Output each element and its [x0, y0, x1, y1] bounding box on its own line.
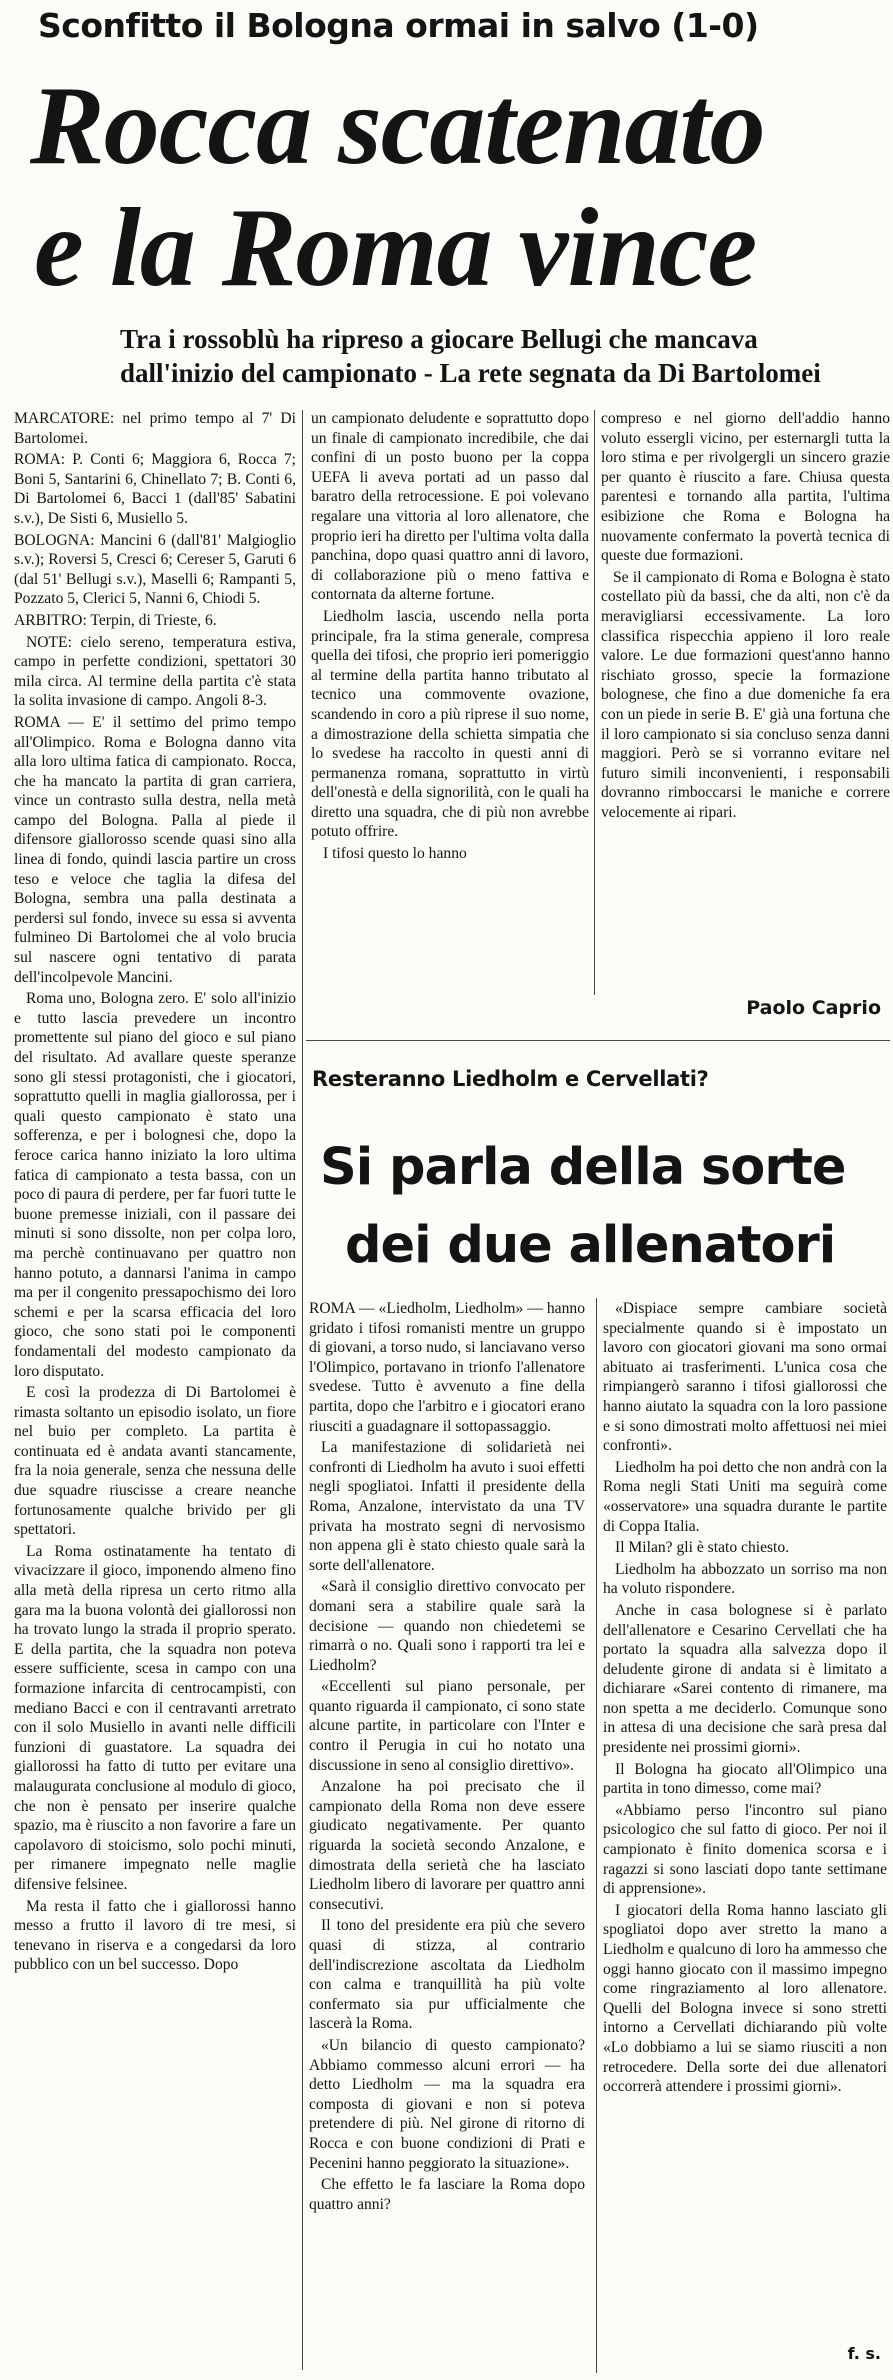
- column-rule: [596, 1298, 597, 2373]
- article-column: [309, 1299, 585, 2374]
- paragraph: Che effetto le fa lasciare la Roma dopo quattro anni?: [309, 2176, 585, 2213]
- headline-2-line-1: Si parla della sorte: [320, 1138, 846, 1197]
- deck-line-1: Tra i rossoblù ha ripreso a giocare Bellugi che mancava: [120, 324, 758, 354]
- paragraph: La manifestazione di solidarietà nei confronti di Liedholm ha avuto i suoi effetti negli spogliatoi. Infatti il presidente della Roma, Anzalone, intervistato da una TV privata ha mostrato segni di nervosismo non appena gli è stato chiesto quale sarà la sorte dell'allenatore.: [309, 1439, 585, 1574]
- paragraph: Liedholm lascia, uscendo nella porta principale, fra la stima generale, compresa quella dei tifosi, che proprio ieri pomeriggio al termine della partita hanno tributato al tecnico una commovente ovazione, scandendo in coro a più riprese il suo nome, a dimostrazione della schietta simpatia che lo svedese ha raccolto in questi anni di permanenza romana, soprattutto in virtù dell'onestà e della signorilità, con le quali ha diretto una squadra, che di più non avrebbe potuto offrire.: [311, 607, 589, 841]
- article-column: [311, 409, 589, 1024]
- paragraph: I giocatori della Roma hanno lasciato gli spogliatoi dopo aver stretto la mano a Liedholm e qualcuno di loro ha ammesso che oggi hanno giocato con il massimo impegno come ringraziamento al loro allenatore. Quelli del Bologna invece si sono stretti intorno a Cervellati dichiarando più volte «Lo dobbiamo a lui se siamo riusciti a non retrocedere. Della sorte dei due allenatori occorrerà attendere i prossimi giorni».: [603, 1901, 887, 2096]
- paragraph: Se il campionato di Roma e Bologna è stato costellato più da bassi, che da alti, non c'è da meravigliarsi eccessivamente. La loro classifica rispecchia appieno il loro reale valore. Le due formazioni quest'anno hanno rischiato grosso, specie la formazione bolognese, che fino a due domeniche fa era con un piede in serie B. E' già una fortuna che il loro campionato si sia concluso senza danni maggiori. Però se si vorranno evitare nel futuro simili inconvenienti, i responsabili dovranno rimboccarsi le maniche e correre velocemente ai ripari.: [601, 568, 890, 821]
- deck: [120, 322, 890, 390]
- headline-line-1: Rocca scatenato: [30, 64, 765, 188]
- paragraph: Anzalone ha poi precisato che il campionato della Roma non deve essere giudicato negativamente. Per quanto riguarda la società secondo Anzalone, e dimostrata della serietà che ha lasciato Liedholm libero di lavorare per quattro anni consecutivi.: [309, 1778, 585, 1913]
- section-rule: [306, 1040, 890, 1041]
- paragraph: Anche in casa bolognese si è parlato dell'allenatore e Cesarino Cervellati che ha portato la squadra alla salvezza dopo il deludente girone di andata si è limitato a dichiarare «Sarei contento di rimanere, ma non spetta a me deciderlo. Comunque sono in attesa di una decisione che sarà presa dal presidente nei prossimi giorni».: [603, 1601, 887, 1757]
- paragraph: «Sarà il consiglio direttivo convocato per domani sera a stabilire quale sarà la decisione — quando non chiedetemi se rimarrà o no. Quali sono i rapporti tra lei e Liedholm?: [309, 1578, 585, 1674]
- paragraph: ROMA — E' il settimo del primo tempo all'Olimpico. Roma e Bologna danno vita alla loro ultima fatica di campionato. Rocca, che ha mancato la partita di gran carriera, vince un contrasto sulla destra, nella metà campo del Bologna. Palla al piede il difensore giallorosso scende quasi sino alla linea di fondo, quindi lascia partire un cross teso e veloce che taglia la difesa del Bologna, sembra una palla destinata a perdersi sul fondo, invece su essa si avventa fulmineo Di Bartolomei che al volo brucia sul nascere ogni tentativo di parata dell'incolpevole Mancini.: [14, 713, 296, 986]
- byline: Paolo Caprio: [746, 997, 881, 1019]
- article-column: [601, 409, 890, 994]
- paragraph: «Abbiamo perso l'incontro sul piano psicologico che sul fatto di gioco. Per noi il campionato è finito domenica scorsa e i ragazzi si sono lasciati dopo tante settimane di apprensione».: [603, 1801, 887, 1898]
- paragraph: La Roma ostinatamente ha tentato di vivacizzare il gioco, imponendo almeno fino alla metà della ripresa un certo ritmo alla gara ma la buona volontà dei giallorossi non ha trovato lungo la strada il proprio sperato. E della partita, che la squadra non poteva essere sufficiente, scesa in campo con una formazione infarcita di centrocampisti, con mediano Bacci e con il centravanti arretrato con il solo Musiello in avanti nelle difficili funzioni di guastatore. La squadra dei giallorossi ha fatto di tutto per evitare una malaugurata conclusione al modulo di gioco, che non è pensato per inserire qualche spazio, ma è riuscito a non favorire a fare un capolavoro di stoicismo, solo pochi minuti, per rimanere impegnato nelle maglie difensive felsinee.: [14, 1542, 296, 1893]
- paragraph: NOTE: cielo sereno, temperatura estiva, campo in perfette condizioni, spettatori 30 mila circa. Al termine della partita c'è stata la solita invasione di campo. Angoli 8-3.: [14, 633, 296, 710]
- paragraph: I tifosi questo lo hanno: [323, 845, 467, 863]
- paragraph: E così la prodezza di Di Bartolomei è rimasta soltanto un episodio isolato, un fiore nel buio per completo. La partita è continuata ed è andata avanti stancamente, fra la noia generale, senza che nessuna delle due squadre riuscisse a creare neanche fortunosamente qualche brivido per gli spettatori.: [14, 1384, 296, 1539]
- paragraph: Liedholm ha poi detto che non andrà con la Roma negli Stati Uniti ma seguirà come «osservatore» una squadra durante le partite di Coppa Italia.: [603, 1458, 887, 1535]
- article-column: [14, 409, 296, 2369]
- column-rule: [594, 410, 595, 995]
- headline-2-line-2: dei due allenatori: [345, 1216, 836, 1275]
- paragraph: MARCATORE: nel primo tempo al 7' Di Bartolomei.: [14, 410, 296, 447]
- deck-line-2: dall'inizio del campionato - La rete segnata da Di Bartolomei: [120, 358, 821, 388]
- paragraph: «Un bilancio di questo campionato? Abbiamo commesso alcuni errori — ha detto Liedholm — ma la squadra era composta di giovani e non si poteva pretendere di più. Nel girone di ritorno di Rocca e con buone condizioni di Prati e Pecenini hanno peggiorato la situazione».: [309, 2036, 585, 2172]
- headline-line-2: e la Roma vince: [34, 186, 757, 310]
- paragraph: ARBITRO: Terpin, di Trieste, 6.: [14, 611, 217, 629]
- column-rule: [302, 410, 303, 2370]
- paragraph: ROMA: P. Conti 6; Maggiora 6, Rocca 7; Boni 5, Santarini 6, Chinellato 7; B. Conti 6, Di Bartolomei 6, Bacci 1 (dall'85' Sabatini s.v.), De Sisti 6, Musiello 5.: [14, 451, 296, 527]
- signature: f. s.: [847, 2344, 881, 2363]
- paragraph: Il Bologna ha giocato all'Olimpico una partita in tono dimesso, come mai?: [603, 1760, 887, 1798]
- paragraph: Ma resta il fatto che i giallorossi hanno messo a frutto il lavoro di tre mesi, si tenevano in riserva e a congedarsi da loro pubblico con un bel successo. Dopo: [14, 1897, 296, 1974]
- paragraph: Il Milan? gli è stato chiesto.: [615, 1539, 790, 1557]
- paragraph: ROMA — «Liedholm, Liedholm» — hanno gridato i tifosi romanisti mentre un gruppo di giovani, a torso nudo, si lanciavano verso l'Olimpico, portavano in trionfo l'allenatore svedese. Tutto è avvenuto a fine della partita, dopo che l'arbitro e i giocatori erano riusciti a guadagnare il sottopassaggio.: [309, 1300, 585, 1435]
- kicker-2: Resteranno Liedholm e Cervellati?: [312, 1067, 709, 1091]
- paragraph: «Dispiace sempre cambiare società specialmente quando si è impostato un lavoro con giocatori giovani ma sono ormai abituato ai trasferimenti. L'unica cosa che rimpiangerò saranno i tifosi giallorossi che hanno aiutato la squadra con la loro passione e si sono dimostrati molto affettuosi nei miei confronti».: [603, 1300, 887, 1455]
- paragraph: un campionato deludente e soprattutto dopo un finale di campionato incredibile, che dai confini di un posto buono per la coppa UEFA li aveva portati ad un passo dal baratro della retrocessione. E poi volevano regalare una vittoria al loro allenatore, che proprio ieri ha diretto per l'ultima volta dalla panchina, dopo quasi quattro anni di lavoro, di collaborazione più o meno fattiva e contornata da alterne fortune.: [311, 410, 589, 604]
- paragraph: compreso e nel giorno dell'addio hanno voluto essergli vicino, per esternargli tutta la loro stima e per rivolgergli un sincero grazie per quanto è riuscito a fare. Chiusa questa parentesi e tornando alla partita, l'ultima esibizione che Roma e Bologna ha nuovamente confermato la povertà tecnica di queste due formazioni.: [601, 410, 890, 565]
- paragraph: Liedholm ha abbozzato un sorriso ma non ha voluto rispondere.: [603, 1560, 887, 1598]
- paragraph: BOLOGNA: Mancini 6 (dall'81' Malgioglio s.v.); Roversi 5, Cresci 6; Cereser 5, Garuti 6 (dal 51' Bellugi s.v.), Maselli 6; Rampanti 5, Pozzato 5, Clerici 5, Nanni 6, Chiodi 5.: [14, 531, 296, 608]
- article-column: [603, 1299, 887, 2339]
- paragraph: Il tono del presidente era più che severo quasi di stizza, al contrario dell'indiscrezione ascoltata da Liedholm con calma e tranquillità ha più volte confermato sia pur ufficialmente che lascerà la Roma.: [309, 1917, 585, 2033]
- kicker: Sconfitto il Bologna ormai in salvo (1-0): [38, 6, 759, 45]
- paragraph: «Eccellenti sul piano personale, per quanto riguarda il campionato, ci sono state alcune partite, in particolare con l'Inter e contro il Perugia in cui ho notato una discussione in seno al consiglio direttivo».: [309, 1678, 585, 1774]
- paragraph: Roma uno, Bologna zero. E' solo all'inizio e tutto lascia prevedere un incontro promettente sul piano del gioco e sul piano del risultato. Ad avallare queste speranze sono gli stessi protagonisti, che i giocatori, soprattutto quelli in maglia giallorossa, per i quali questo campionato è stato una sofferenza, e per i bolognesi che, dopo la feroce carica hanno iniziato la loro ultima fatica di campionato a testa bassa, con un poco di paura di perdere, per far fuori tutte le buone premesse iniziali, con il passare dei minuti si sono dissolte, non per colpa loro, ma perchè continuavano per quattro non hanno potuto, a dannarsi l'anima in campo ma per il congenito pressapochismo dei loro schemi e per la scarsa efficacia del loro gioco, che sono stati poi le componenti fondamentali del modesto campionato da loro disputato.: [14, 990, 296, 1380]
